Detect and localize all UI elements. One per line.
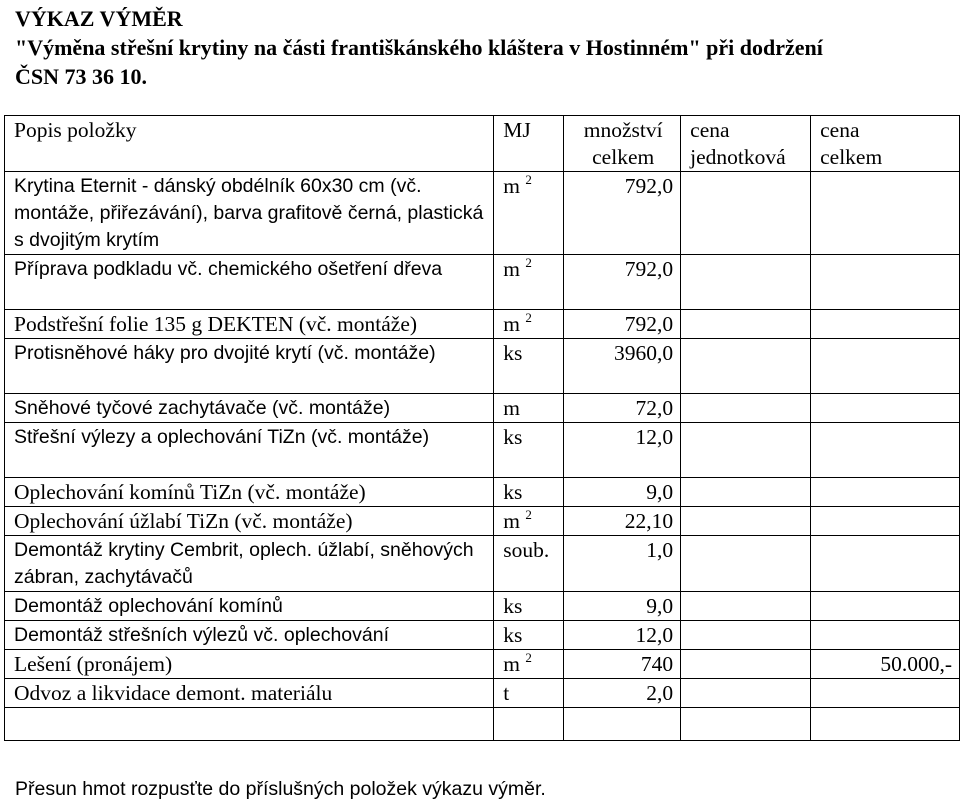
row-unit-price bbox=[681, 423, 811, 478]
row-quantity: 72,0 bbox=[564, 394, 681, 423]
row-unit: ks bbox=[494, 478, 564, 507]
row-quantity: 22,10 bbox=[564, 507, 681, 536]
row-unit-price bbox=[681, 650, 811, 679]
row-unit: m $^2$ bbox=[494, 172, 564, 255]
row-description: Oplechování úžlabí TiZn (vč. montáže) bbox=[5, 507, 494, 536]
row-unit: m $^2$ bbox=[494, 310, 564, 339]
row-total bbox=[811, 310, 960, 339]
table-row bbox=[5, 172, 960, 255]
row-description: Odvoz a likvidace demont. materiálu bbox=[5, 679, 494, 708]
footer-note: Přesun hmot rozpusťte do příslušných položek výkazu výměr. bbox=[15, 778, 546, 800]
header-quantity: množství celkem bbox=[564, 116, 681, 172]
table-row bbox=[5, 650, 960, 679]
measurement-table bbox=[4, 115, 960, 741]
unit-exponent: 2 bbox=[525, 172, 532, 187]
row-unit-price bbox=[681, 339, 811, 394]
empty-row bbox=[5, 708, 960, 741]
row-description: Demontáž krytiny Cembrit, oplech. úžlabí, sněhových zábran, zachytávačů bbox=[5, 536, 494, 592]
row-description: Střešní výlezy a oplechování TiZn (vč. montáže) bbox=[5, 423, 494, 478]
row-unit: m $^2$ bbox=[494, 255, 564, 310]
row-description: Krytina Eternit - dánský obdélník 60x30 cm (vč. montáže, přiřezávání), barva grafitově černá, plastická s dvojitým krytím bbox=[5, 172, 494, 255]
table-row bbox=[5, 310, 960, 339]
row-total bbox=[811, 255, 960, 310]
row-unit-price bbox=[681, 536, 811, 592]
document-subtitle-line2: ČSN 73 36 10. bbox=[15, 64, 148, 89]
row-total bbox=[811, 592, 960, 621]
table-row bbox=[5, 339, 960, 394]
row-total bbox=[811, 172, 960, 255]
row-total bbox=[811, 536, 960, 592]
row-quantity: 2,0 bbox=[564, 679, 681, 708]
row-quantity: 3960,0 bbox=[564, 339, 681, 394]
row-unit: m bbox=[494, 394, 564, 423]
row-unit-price bbox=[681, 621, 811, 650]
row-description: Protisněhové háky pro dvojité krytí (vč. montáže) bbox=[5, 339, 494, 394]
row-unit: ks bbox=[494, 423, 564, 478]
row-quantity: 9,0 bbox=[564, 478, 681, 507]
row-description: Sněhové tyčové zachytávače (vč. montáže) bbox=[5, 394, 494, 423]
row-unit-price bbox=[681, 478, 811, 507]
row-description: Lešení (pronájem) bbox=[5, 650, 494, 679]
table-header-row bbox=[5, 116, 960, 172]
row-unit-price bbox=[681, 592, 811, 621]
table-row bbox=[5, 394, 960, 423]
document-title-block bbox=[15, 4, 950, 91]
table-row bbox=[5, 592, 960, 621]
row-unit-price bbox=[681, 255, 811, 310]
row-quantity: 740 bbox=[564, 650, 681, 679]
row-unit: soub. bbox=[494, 536, 564, 592]
table-row bbox=[5, 423, 960, 478]
table-row bbox=[5, 507, 960, 536]
header-total: cena celkem bbox=[811, 116, 960, 172]
row-description: Oplechování komínů TiZn (vč. montáže) bbox=[5, 478, 494, 507]
row-unit: t bbox=[494, 679, 564, 708]
row-total bbox=[811, 423, 960, 478]
document-heading: VÝKAZ VÝMĚR bbox=[15, 6, 183, 31]
table-row bbox=[5, 679, 960, 708]
row-unit-price bbox=[681, 310, 811, 339]
row-unit: ks bbox=[494, 592, 564, 621]
unit-exponent: 2 bbox=[525, 507, 532, 522]
row-unit-price bbox=[681, 172, 811, 255]
row-quantity: 1,0 bbox=[564, 536, 681, 592]
unit-exponent: 2 bbox=[525, 310, 532, 325]
row-unit: m $^2$ bbox=[494, 650, 564, 679]
row-unit-price bbox=[681, 394, 811, 423]
row-total bbox=[811, 339, 960, 394]
table-row bbox=[5, 621, 960, 650]
unit-exponent: 2 bbox=[525, 255, 532, 270]
row-quantity: 12,0 bbox=[564, 423, 681, 478]
document-subtitle-line1: "Výměna střešní krytiny na části františkánského kláštera v Hostinném" při dodržení bbox=[15, 35, 823, 60]
row-unit-price bbox=[681, 679, 811, 708]
row-total bbox=[811, 621, 960, 650]
row-unit: ks bbox=[494, 339, 564, 394]
row-total bbox=[811, 478, 960, 507]
row-description: Příprava podkladu vč. chemického ošetření dřeva bbox=[5, 255, 494, 310]
row-description: Demontáž střešních výlezů vč. oplechování bbox=[5, 621, 494, 650]
row-unit: ks bbox=[494, 621, 564, 650]
table-row bbox=[5, 536, 960, 592]
table-row bbox=[5, 478, 960, 507]
table-row bbox=[5, 255, 960, 310]
header-description: Popis položky bbox=[5, 116, 494, 172]
row-description: Podstřešní folie 135 g DEKTEN (vč. montáže) bbox=[5, 310, 494, 339]
unit-exponent: 2 bbox=[525, 650, 532, 665]
header-unit: MJ bbox=[494, 116, 564, 172]
row-description: Demontáž oplechování komínů bbox=[5, 592, 494, 621]
row-total bbox=[811, 679, 960, 708]
row-quantity: 792,0 bbox=[564, 310, 681, 339]
row-quantity: 9,0 bbox=[564, 592, 681, 621]
row-quantity: 792,0 bbox=[564, 255, 681, 310]
header-unit-price: cena jednotková bbox=[681, 116, 811, 172]
row-quantity: 12,0 bbox=[564, 621, 681, 650]
row-quantity: 792,0 bbox=[564, 172, 681, 255]
row-total bbox=[811, 394, 960, 423]
row-unit-price bbox=[681, 507, 811, 536]
row-total: 50.000,- bbox=[811, 650, 960, 679]
row-unit: m $^2$ bbox=[494, 507, 564, 536]
row-total bbox=[811, 507, 960, 536]
